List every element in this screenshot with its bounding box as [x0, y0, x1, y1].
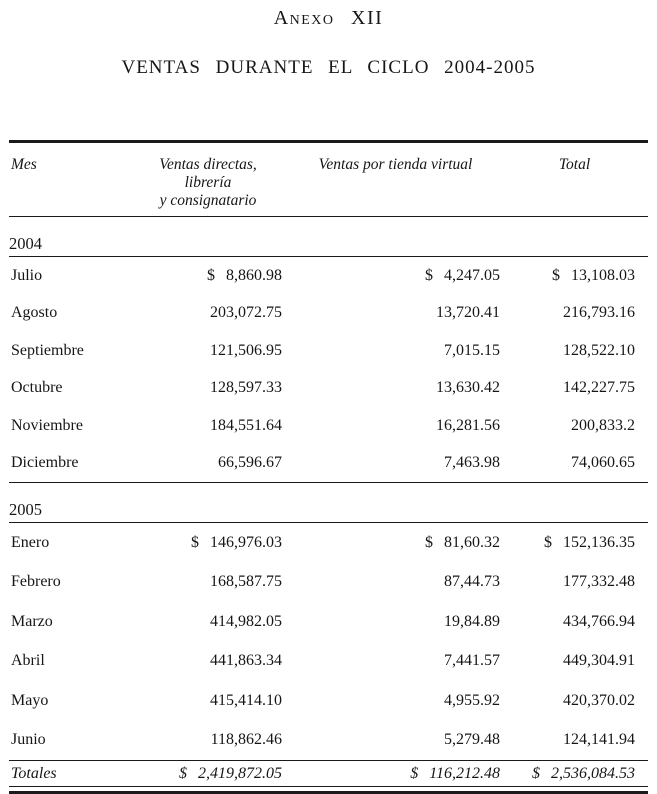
table-row [9, 523, 648, 563]
column-header-direct-sales-line2: y consignatario [159, 192, 257, 209]
value-cell [509, 379, 648, 397]
table-row [9, 681, 648, 721]
amount: 142,227.75 [563, 379, 635, 397]
value-cell [509, 267, 648, 285]
value-cell [149, 454, 291, 472]
month-cell: Junio [11, 731, 46, 749]
amount: 216,793.16 [563, 304, 635, 322]
currency-sign: $ [552, 266, 560, 284]
table-row [9, 257, 648, 295]
amount: 16,281.56 [436, 416, 500, 434]
amount: 420,370.02 [563, 691, 635, 709]
value-cell [149, 304, 291, 322]
currency-sign: $ [425, 533, 433, 551]
amount: 168,587.75 [210, 573, 282, 591]
amount: 2,419,872.05 [198, 764, 282, 782]
sales-table [9, 140, 648, 794]
section-2004-label: 2004 [9, 217, 648, 257]
amount: 203,072.75 [210, 304, 282, 322]
amount: 146,976.03 [210, 533, 282, 551]
value-cell [291, 267, 509, 285]
amount: 13,108.03 [571, 266, 635, 284]
table-row [9, 642, 648, 682]
amount: 2,536,084.53 [551, 764, 635, 782]
month-cell: Enero [11, 533, 50, 551]
currency-sign: $ [191, 533, 199, 551]
table-row [9, 721, 648, 761]
month-cell: Marzo [11, 612, 53, 630]
month-cell: Febrero [11, 573, 61, 591]
value-cell [509, 652, 648, 670]
table-row [9, 407, 648, 445]
section-2005-rows [9, 523, 648, 761]
value-cell [291, 379, 509, 397]
column-header-direct-sales [149, 156, 291, 210]
value-cell [149, 267, 291, 285]
value-cell [291, 652, 509, 670]
totals-row [9, 761, 648, 787]
value-cell [291, 573, 509, 591]
amount: 152,136.35 [563, 533, 635, 551]
amount: 13,630.42 [436, 379, 500, 397]
amount: 128,597.33 [210, 379, 282, 397]
value-cell [509, 573, 648, 591]
currency-sign: $ [532, 764, 540, 782]
amount: 19,84.89 [444, 612, 500, 630]
table-row [9, 370, 648, 408]
value-cell [509, 417, 648, 435]
value-cell [149, 379, 291, 397]
value-cell [291, 534, 509, 552]
table-header-row [9, 156, 648, 217]
amount: 7,015.15 [444, 341, 500, 359]
amount: 7,441.57 [444, 652, 500, 670]
totals-label: Totales [11, 764, 57, 782]
amount: 128,522.10 [563, 341, 635, 359]
amount: 118,862.46 [210, 731, 282, 749]
table-row [9, 445, 648, 483]
amount: 184,551.64 [210, 416, 282, 434]
value-cell [509, 613, 648, 631]
amount: 449,304.91 [563, 652, 635, 670]
table-row [9, 295, 648, 333]
month-cell: Diciembre [11, 454, 79, 472]
month-cell: Mayo [11, 691, 49, 709]
column-header-mes: Mes [11, 156, 37, 173]
amount: 81,60.32 [444, 533, 500, 551]
document-page [0, 7, 657, 794]
month-cell: Agosto [11, 304, 58, 322]
value-cell [291, 304, 509, 322]
value-cell [149, 342, 291, 360]
amount: 74,060.65 [571, 454, 635, 472]
section-2005-label: 2005 [9, 483, 648, 523]
amount: 87,44.73 [444, 573, 500, 591]
month-cell: Noviembre [11, 416, 83, 434]
section-2004-rows [9, 257, 648, 483]
amount: 121,506.95 [210, 341, 282, 359]
value-cell [149, 652, 291, 670]
value-cell [509, 304, 648, 322]
value-cell [509, 534, 648, 552]
value-cell [291, 417, 509, 435]
table-row [9, 563, 648, 603]
currency-sign: $ [410, 764, 419, 782]
value-cell [291, 454, 509, 472]
amount: 5,279.48 [444, 731, 500, 749]
amount: 434,766.94 [563, 612, 635, 630]
column-header-virtual-store: Ventas por tienda virtual [318, 156, 473, 173]
amount: 66,596.67 [218, 454, 282, 472]
value-cell [291, 613, 509, 631]
value-cell [291, 342, 509, 360]
value-cell [509, 454, 648, 472]
table-row [9, 332, 648, 370]
value-cell [509, 731, 648, 749]
month-cell: Abril [11, 652, 45, 670]
amount: 4,955.92 [444, 691, 500, 709]
amount: 200,833.2 [571, 416, 635, 434]
amount: 441,863.34 [210, 652, 282, 670]
amount: 4,247.05 [444, 266, 500, 284]
amount: 116,212.48 [429, 764, 500, 782]
value-cell [149, 731, 291, 749]
page-title: Anexo XII [273, 7, 384, 29]
month-cell: Octubre [11, 379, 63, 397]
value-cell [509, 342, 648, 360]
currency-sign: $ [207, 266, 215, 284]
table-row [9, 602, 648, 642]
month-cell: Julio [11, 266, 43, 284]
amount: 177,332.48 [563, 573, 635, 591]
page-subtitle: VENTAS DURANTE EL CICLO 2004-2005 [121, 57, 536, 78]
value-cell [291, 731, 509, 749]
value-cell [149, 417, 291, 435]
amount: 8,860.98 [226, 266, 282, 284]
month-cell: Septiembre [11, 341, 84, 359]
value-cell [291, 692, 509, 710]
value-cell [149, 692, 291, 710]
value-cell [149, 573, 291, 591]
value-cell [149, 534, 291, 552]
column-header-direct-sales-line1: Ventas directas, librería [159, 156, 257, 191]
column-header-total: Total [558, 156, 591, 173]
amount: 414,982.05 [210, 612, 282, 630]
amount: 415,414.10 [210, 691, 282, 709]
value-cell [509, 692, 648, 710]
value-cell [149, 613, 291, 631]
amount: 7,463.98 [444, 454, 500, 472]
currency-sign: $ [425, 266, 433, 284]
currency-sign: $ [544, 533, 552, 551]
amount: 124,141.94 [563, 731, 635, 749]
currency-sign: $ [179, 764, 187, 782]
amount: 13,720.41 [436, 304, 500, 322]
